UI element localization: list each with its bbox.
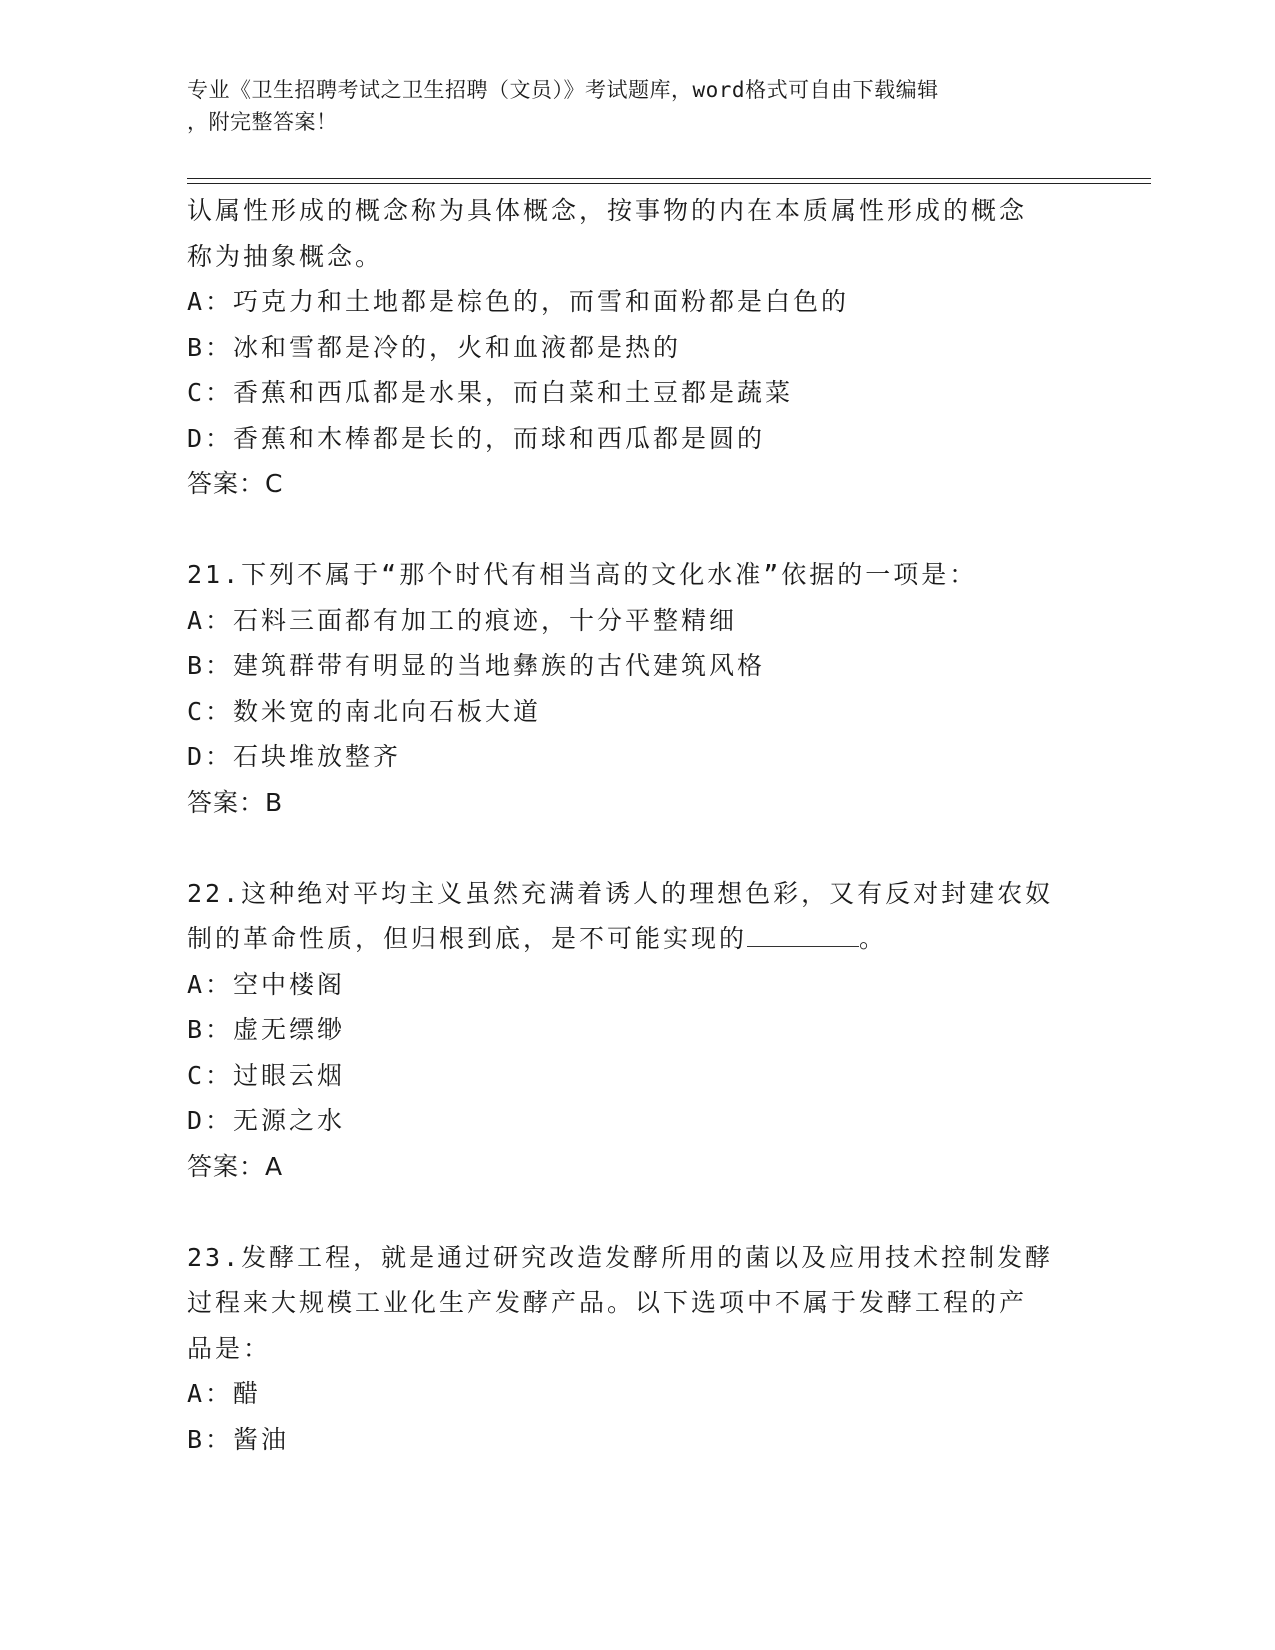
option-a: A：石料三面都有加工的痕迹，十分平整精细 [187,605,738,635]
stem-text-end: 。 [859,924,888,953]
option-b: B：虚无缥缈 [187,1015,346,1044]
answer: 答案：C [187,469,284,498]
question-21 [187,552,1087,825]
stem-text: 制的革命性质，但归根到底，是不可能实现的 [187,924,748,953]
answer: 答案：B [187,787,284,817]
question-stem-line: 认属性形成的概念称为具体概念，按事物的内在本质属性形成的概念 [187,196,1028,225]
option-d: D：香蕉和木棒都是长的，而球和西瓜都是圆的 [187,423,766,453]
option-d: D：无源之水 [187,1106,346,1135]
document-header [187,74,1067,138]
option-c: C：数米宽的南北向石板大道 [187,696,542,726]
question-stem-line [187,916,1087,962]
option-d: D：石块堆放整齐 [187,742,402,771]
option-b: B：冰和雪都是冷的，火和血液都是热的 [187,332,682,362]
option-b: B：酱油 [187,1424,290,1454]
question-stem-line: 23.发酵工程，就是通过研究改造发酵所用的菌以及应用技术控制发酵 [187,1242,1054,1272]
header-divider-bottom [187,183,1151,184]
option-c: C：香蕉和西瓜都是水果，而白菜和土豆都是蔬菜 [187,378,794,407]
spacer [187,825,1087,871]
header-title-line-2: ，附完整答案！ [187,110,338,134]
option-a: A：巧克力和土地都是棕色的，而雪和面粉都是白色的 [187,287,850,316]
fill-in-blank [747,922,859,947]
header-title-line-1: 专业《卫生招聘考试之卫生招聘（文员）》考试题库，word格式可自由下载编辑 [187,78,939,102]
question-22 [187,871,1087,1190]
option-a: A：醋 [187,1379,262,1408]
question-stem: 21.下列不属于“那个时代有相当高的文化水准”依据的一项是： [187,560,978,589]
question-23 [187,1235,1087,1463]
spacer [187,507,1087,553]
question-list [187,188,1087,1462]
question-stem-line: 称为抽象概念。 [187,241,384,271]
question-20 [187,188,1087,507]
question-stem-line: 22.这种绝对平均主义虽然充满着诱人的理想色彩，又有反对封建农奴 [187,878,1054,908]
header-divider-top [187,178,1151,179]
spacer [187,1189,1087,1235]
option-a: A：空中楼阁 [187,969,346,999]
option-c: C：过眼云烟 [187,1060,346,1090]
question-stem-line: 过程来大规模工业化生产发酵产品。以下选项中不属于发酵工程的产 [187,1288,1028,1317]
question-stem-line: 品是： [187,1333,272,1363]
option-b: B：建筑群带有明显的当地彝族的古代建筑风格 [187,651,766,680]
answer: 答案：A [187,1151,284,1181]
